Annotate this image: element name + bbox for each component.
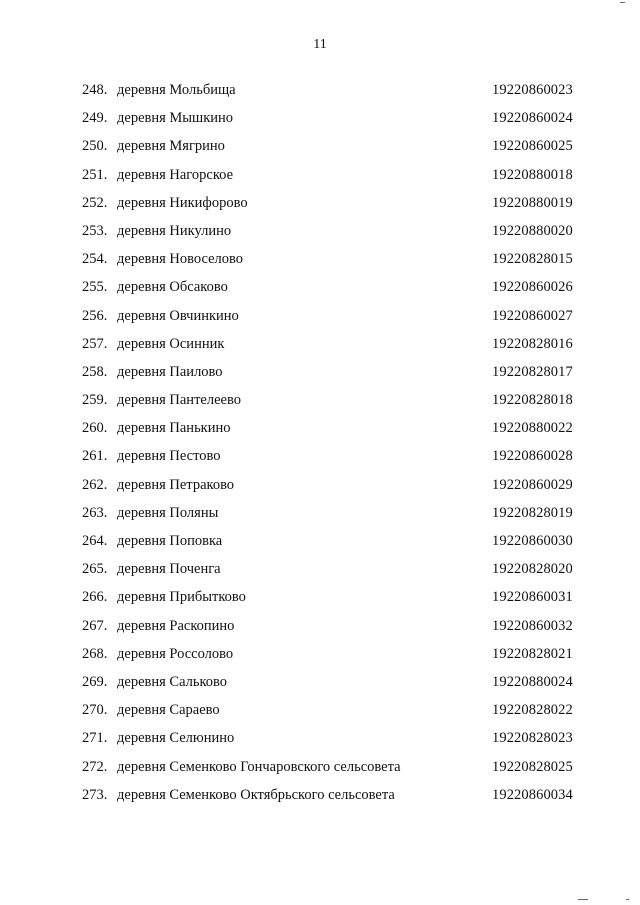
item-code: 19220860027 — [492, 307, 573, 324]
item-code: 19220860025 — [492, 138, 573, 155]
list-item — [0, 110, 640, 138]
item-name: деревня Петраково — [117, 476, 235, 493]
scan-mark — [626, 899, 629, 900]
item-number: 262. — [82, 476, 108, 493]
list-item — [0, 674, 640, 702]
item-number: 271. — [82, 730, 108, 747]
item-name: деревня Мышкино — [117, 110, 234, 127]
item-number: 273. — [82, 786, 108, 803]
item-number: 256. — [82, 307, 108, 324]
item-number: 267. — [82, 617, 108, 634]
item-number: 264. — [82, 533, 108, 549]
item-code: 19220828016 — [492, 335, 573, 352]
list-item — [0, 420, 640, 448]
list-item — [0, 279, 640, 307]
item-code: 19220880024 — [492, 673, 573, 690]
item-code: 19220880022 — [492, 420, 573, 437]
item-name: деревня Новоселово — [117, 251, 244, 268]
item-name: деревня Обсаково — [117, 279, 228, 296]
list-item — [0, 195, 640, 223]
item-name: деревня Поляны — [117, 504, 219, 521]
list-item — [0, 167, 640, 195]
item-name: деревня Нагорское — [117, 166, 233, 183]
item-code: 19220828023 — [492, 730, 573, 747]
list-item — [0, 702, 640, 730]
list-item — [0, 505, 640, 533]
item-number: 265. — [82, 561, 108, 578]
scan-mark — [620, 2, 625, 3]
list-item — [0, 448, 640, 476]
item-code: 19220880018 — [492, 166, 573, 183]
item-number: 251. — [82, 166, 108, 183]
list-item — [0, 787, 640, 815]
item-name: деревня Осинник — [117, 335, 225, 352]
item-name: деревня Прибытково — [117, 589, 246, 606]
item-number: 259. — [82, 392, 108, 409]
item-code: 19220828020 — [492, 561, 573, 578]
list-item — [0, 82, 640, 110]
list-item — [0, 138, 640, 166]
item-code: 19220828015 — [492, 251, 573, 268]
item-name: деревня Паилово — [117, 363, 223, 380]
item-code: 19220860029 — [492, 476, 573, 493]
item-number: 258. — [82, 363, 108, 380]
list-item — [0, 477, 640, 505]
item-code: 19220860032 — [492, 617, 573, 634]
list-item — [0, 561, 640, 589]
item-number: 255. — [82, 279, 108, 296]
item-name: деревня Пестово — [117, 448, 221, 465]
item-name: деревня Сараево — [117, 702, 220, 719]
list-item — [0, 223, 640, 251]
item-number: 269. — [82, 673, 108, 690]
item-name: деревня Поченга — [117, 561, 221, 578]
item-name: деревня Поповка — [117, 533, 223, 549]
item-name: деревня Никулино — [117, 222, 232, 239]
item-number: 261. — [82, 448, 108, 465]
list-item — [0, 589, 640, 617]
item-code: 19220860026 — [492, 279, 573, 296]
item-name: деревня Овчинкино — [117, 307, 239, 324]
scan-mark — [578, 899, 588, 900]
item-name: деревня Семенково Гончаровского сельсовета — [117, 758, 401, 775]
item-code: 19220828019 — [492, 504, 573, 521]
item-name: деревня Никифорово — [117, 194, 248, 211]
item-code: 19220880020 — [492, 222, 573, 239]
item-number: 266. — [82, 589, 108, 606]
item-name: деревня Россолово — [117, 645, 234, 662]
list-item — [0, 533, 640, 561]
item-number: 272. — [82, 758, 108, 775]
item-name: деревня Пантелеево — [117, 392, 241, 409]
list-item — [0, 336, 640, 364]
item-number: 263. — [82, 504, 108, 521]
list-item — [0, 646, 640, 674]
item-name: деревня Раскопино — [117, 617, 235, 634]
list-item — [0, 618, 640, 646]
item-name: деревня Сальково — [117, 673, 228, 690]
settlement-list — [0, 82, 640, 815]
item-number: 252. — [82, 194, 108, 211]
item-code: 19220860028 — [492, 448, 573, 465]
item-name: деревня Мягрино — [117, 138, 225, 155]
item-number: 254. — [82, 251, 108, 268]
item-code: 19220860034 — [492, 786, 573, 803]
list-item — [0, 251, 640, 279]
list-item — [0, 308, 640, 336]
item-number: 248. — [82, 82, 108, 98]
item-code: 19220828017 — [492, 363, 573, 380]
item-number: 250. — [82, 138, 108, 155]
item-number: 253. — [82, 222, 108, 239]
list-item — [0, 730, 640, 758]
list-item — [0, 392, 640, 420]
item-name: деревня Селюнино — [117, 730, 235, 747]
item-code: 19220860024 — [492, 110, 573, 127]
item-code: 19220828018 — [492, 392, 573, 409]
item-code: 19220828025 — [492, 758, 573, 775]
item-code: 19220860023 — [492, 82, 573, 98]
item-number: 270. — [82, 702, 108, 719]
item-code: 19220828022 — [492, 702, 573, 719]
item-number: 268. — [82, 645, 108, 662]
item-number: 249. — [82, 110, 108, 127]
item-code: 19220860030 — [492, 533, 573, 549]
item-name: деревня Семенково Октябрьского сельсовета — [117, 786, 395, 803]
item-code: 19220860031 — [492, 589, 573, 606]
item-code: 19220828021 — [492, 645, 573, 662]
item-number: 260. — [82, 420, 108, 437]
list-item — [0, 759, 640, 787]
list-item — [0, 364, 640, 392]
item-name: деревня Панькино — [117, 420, 231, 437]
item-number: 257. — [82, 335, 108, 352]
item-code: 19220880019 — [492, 194, 573, 211]
page-number: 11 — [313, 37, 327, 52]
item-name: деревня Мольбища — [117, 82, 236, 98]
